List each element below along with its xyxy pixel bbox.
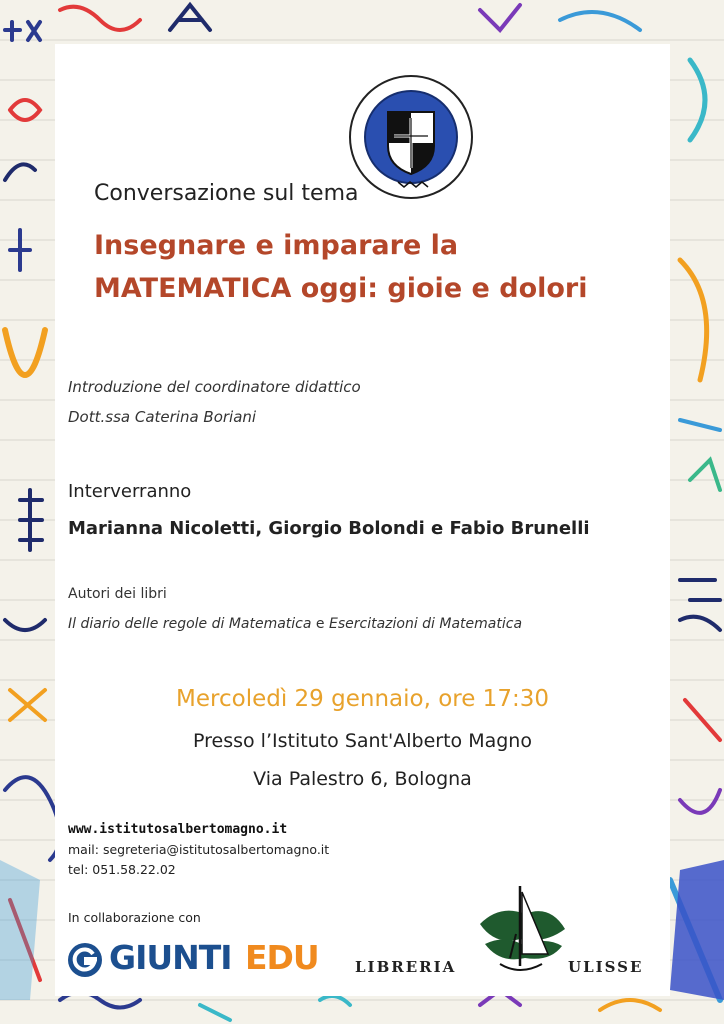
event-address: Via Palestro 6, Bologna: [253, 768, 472, 790]
giunti-text: GIUNTI: [109, 938, 232, 977]
title-line-2: MATEMATICA oggi: gioie e dolori: [94, 273, 588, 304]
book-title-1: Il diario delle regole di Matematica: [68, 616, 312, 632]
collaboration-label: In collaborazione con: [68, 910, 201, 925]
intro-line: Conversazione sul tema: [94, 181, 359, 206]
event-date: Mercoledì 29 gennaio, ore 17:30: [176, 686, 549, 712]
website-link[interactable]: www.istitutosalbertomagno.it: [68, 822, 288, 837]
event-place: Presso l’Istituto Sant'Alberto Magno: [193, 730, 532, 752]
school-logo-seal: [348, 74, 474, 200]
introduction-name: Dott.ssa Caterina Boriani: [68, 408, 257, 426]
event-title: [94, 224, 588, 310]
mail-contact[interactable]: mail: segreteria@istitutosalbertomagno.it: [68, 842, 330, 857]
title-line-1: Insegnare e imparare la: [94, 230, 459, 261]
book-title-2: Esercitazioni di Matematica: [328, 616, 523, 632]
edu-text: EDU: [245, 938, 319, 977]
libreria-text: LIBRERIA: [355, 958, 457, 976]
introduction-label: Introduzione del coordinatore didattico: [68, 378, 361, 396]
ulisse-text: ULISSE: [568, 958, 644, 976]
tel-contact: tel: 051.58.22.02: [68, 862, 176, 877]
books-titles: [68, 616, 522, 632]
books-label: Autori dei libri: [68, 586, 167, 602]
speakers-label: Interverranno: [68, 481, 192, 502]
speakers-names: Marianna Nicoletti, Giorgio Bolondi e Fabio Brunelli: [68, 518, 590, 539]
sailboat-icon: [470, 884, 570, 976]
poster-card: [55, 44, 670, 996]
libreria-ulisse-logo: [355, 884, 665, 984]
books-conjunction: e: [311, 616, 329, 632]
giunti-g-icon: [67, 942, 103, 978]
